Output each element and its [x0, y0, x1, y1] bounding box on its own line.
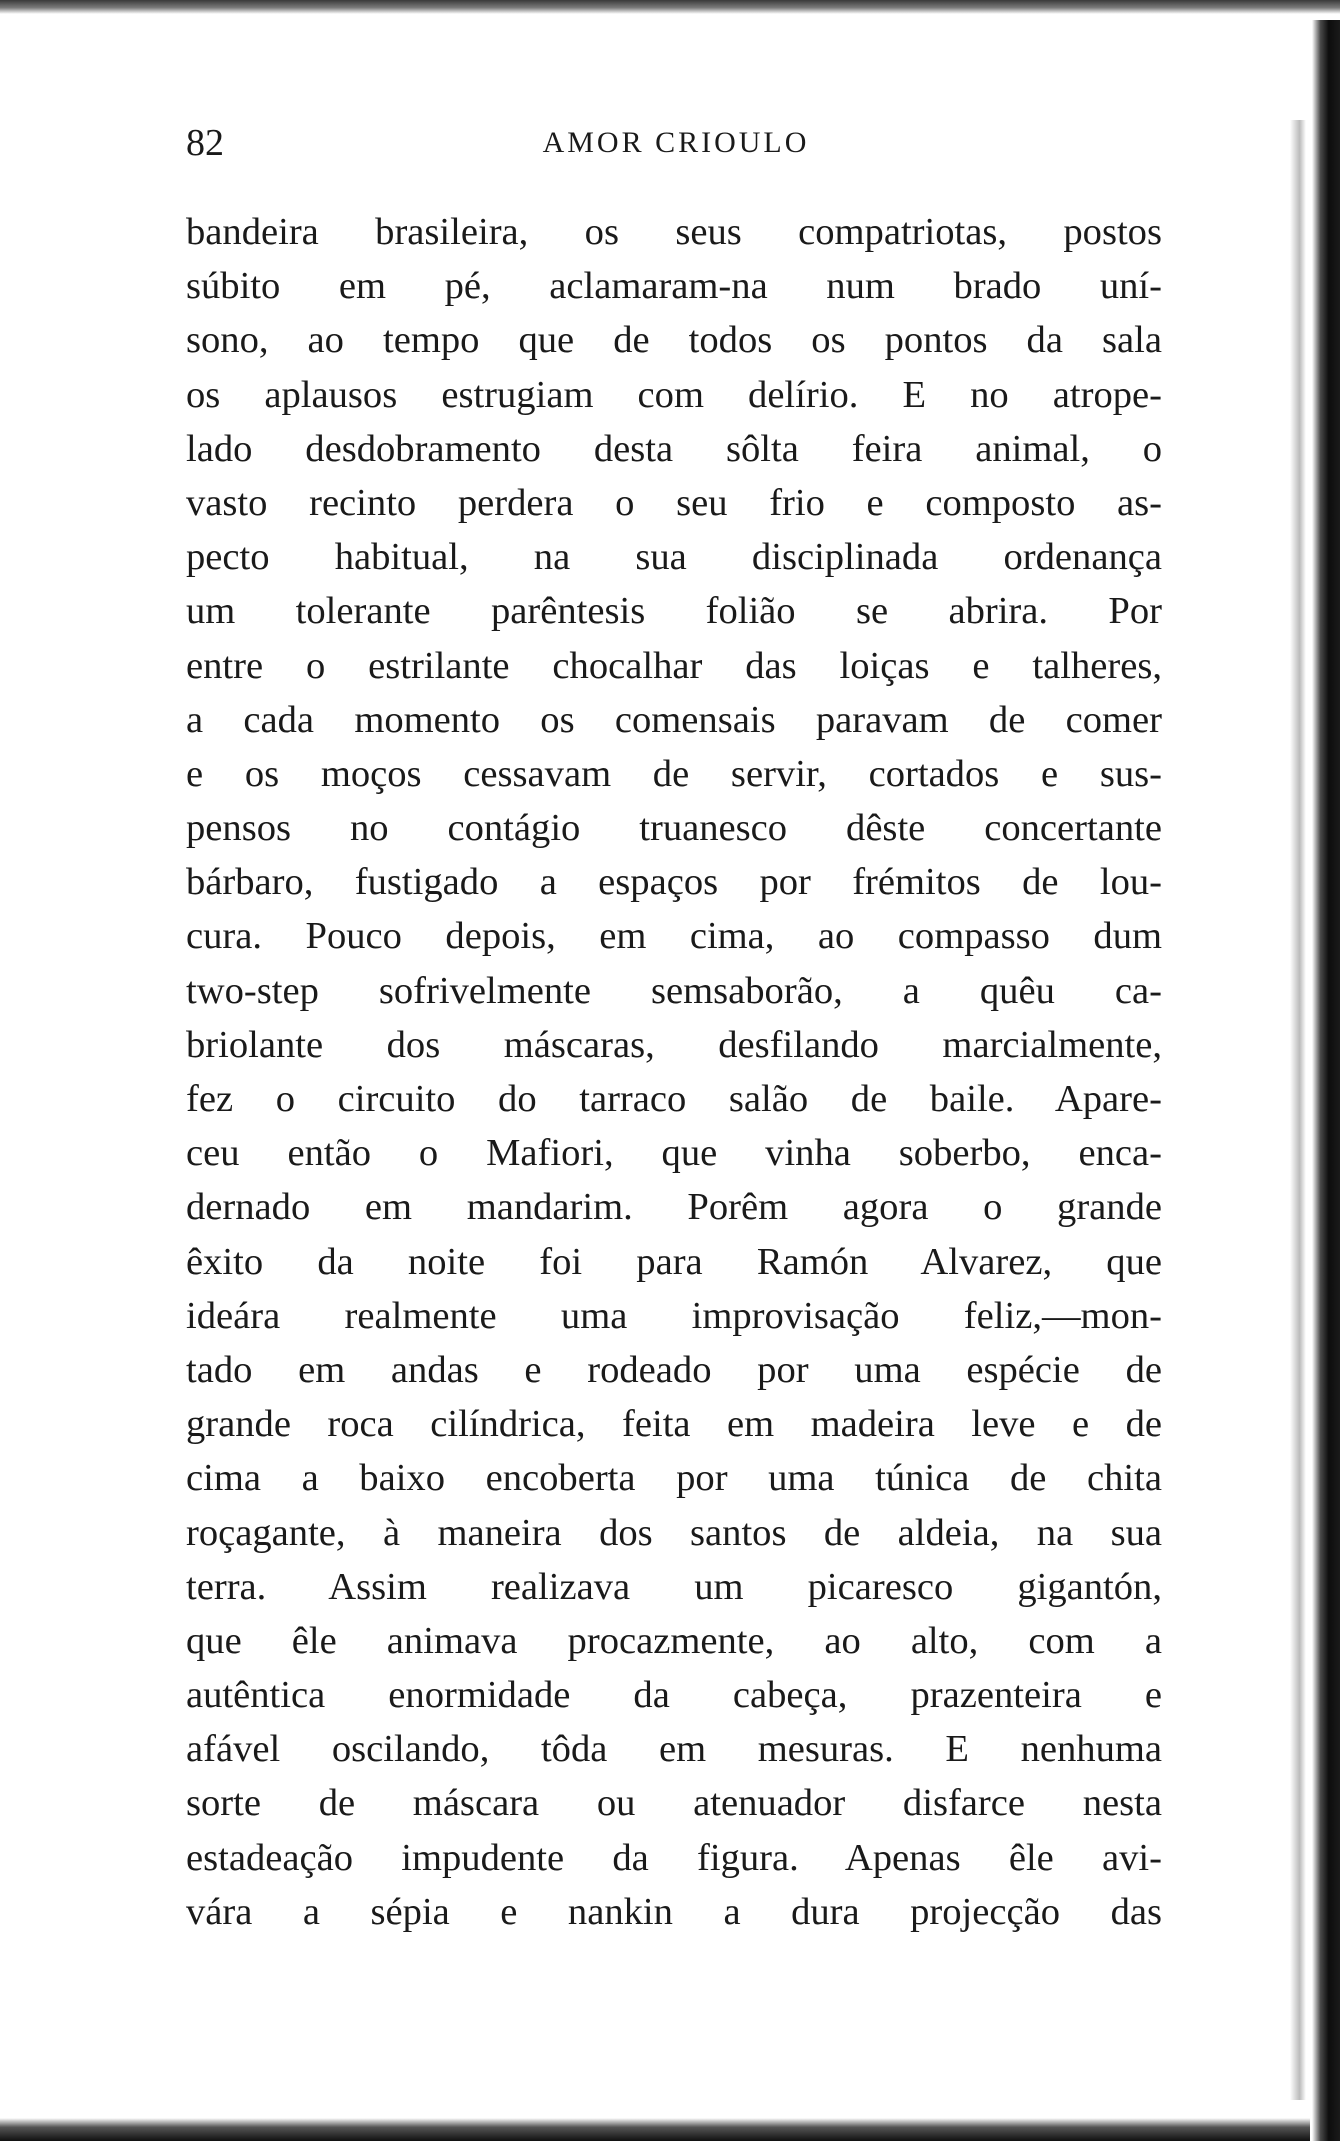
- text-line: autêntica enormidade da cabeça, prazenteira e: [186, 1674, 1162, 1717]
- text-line: estadeação impudente da figura. Apenas êle avi-: [186, 1836, 1162, 1879]
- text-line: dernado em mandarim. Porêm agora o grande: [186, 1186, 1162, 1229]
- text-line: fez o circuito do tarraco salão de baile. Apare-: [186, 1078, 1162, 1120]
- text-line: grande roca cilíndrica, feita em madeira leve e de: [186, 1403, 1162, 1446]
- text-line: sono, ao tempo que de todos os pontos da sala: [186, 319, 1162, 362]
- text-line: um tolerante parêntesis folião se abrira. Por: [186, 590, 1162, 633]
- text-line: ceu então o Mafiori, que vinha soberbo, enca-: [186, 1132, 1162, 1175]
- running-head: AMOR CRIOULO: [542, 126, 810, 159]
- text-line: terra. Assim realizava um picaresco gigantón,: [186, 1565, 1162, 1608]
- text-line: os aplausos estrugiam com delírio. E no atrope-: [186, 373, 1162, 416]
- page-header: [186, 118, 1166, 168]
- text-line: cura. Pouco depois, em cima, ao compasso dum: [186, 915, 1162, 958]
- scan-edge-bottom: [0, 2118, 1310, 2141]
- text-line: briolante dos máscaras, desfilando marcialmente,: [186, 1023, 1162, 1066]
- text-line: bandeira brasileira, os seus compatriotas, postos: [186, 211, 1162, 253]
- text-line: e os moços cessavam de servir, cortados e sus-: [186, 752, 1162, 795]
- text-line: vára a sépia e nankin a dura projecção das: [186, 1890, 1162, 1933]
- text-line: entre o estrilante chocalhar das loiças e talheres,: [186, 644, 1162, 687]
- text-line: tado em andas e rodeado por uma espécie de: [186, 1348, 1162, 1391]
- scan-edge-right: [1312, 20, 1340, 2141]
- text-line: cima a baixo encoberta por uma túnica de chita: [186, 1457, 1162, 1500]
- text-line: lado desdobramento desta sôlta feira animal, o: [186, 427, 1162, 470]
- book-gutter-shadow: [1290, 120, 1306, 2100]
- text-line: sorte de máscara ou atenuador disfarce nesta: [186, 1782, 1162, 1825]
- text-line: pecto habitual, na sua disciplinada ordenança: [186, 536, 1162, 579]
- scan-edge-top: [0, 0, 1340, 14]
- text-line: a cada momento os comensais paravam de comer: [186, 698, 1162, 741]
- text-line: roçagante, à maneira dos santos de aldeia, na sua: [186, 1511, 1162, 1554]
- page-number: 82: [186, 122, 224, 164]
- text-line: two-step sofrivelmente semsaborão, a quêu ca-: [186, 969, 1162, 1012]
- body-text: [186, 205, 1162, 1939]
- text-line: afável oscilando, tôda em mesuras. E nenhuma: [186, 1728, 1162, 1771]
- text-line: pensos no contágio truanesco dêste concertante: [186, 807, 1162, 850]
- text-line: vasto recinto perdera o seu frio e composto as-: [186, 481, 1162, 524]
- text-line: que êle animava procazmente, ao alto, com a: [186, 1619, 1162, 1662]
- text-line: bárbaro, fustigado a espaços por frémitos de lou-: [186, 861, 1162, 904]
- text-line: ideára realmente uma improvisação feliz,—mon-: [186, 1294, 1162, 1337]
- text-line: súbito em pé, aclamaram-na num brado uní-: [186, 265, 1162, 308]
- text-line: êxito da noite foi para Ramón Alvarez, que: [186, 1240, 1162, 1283]
